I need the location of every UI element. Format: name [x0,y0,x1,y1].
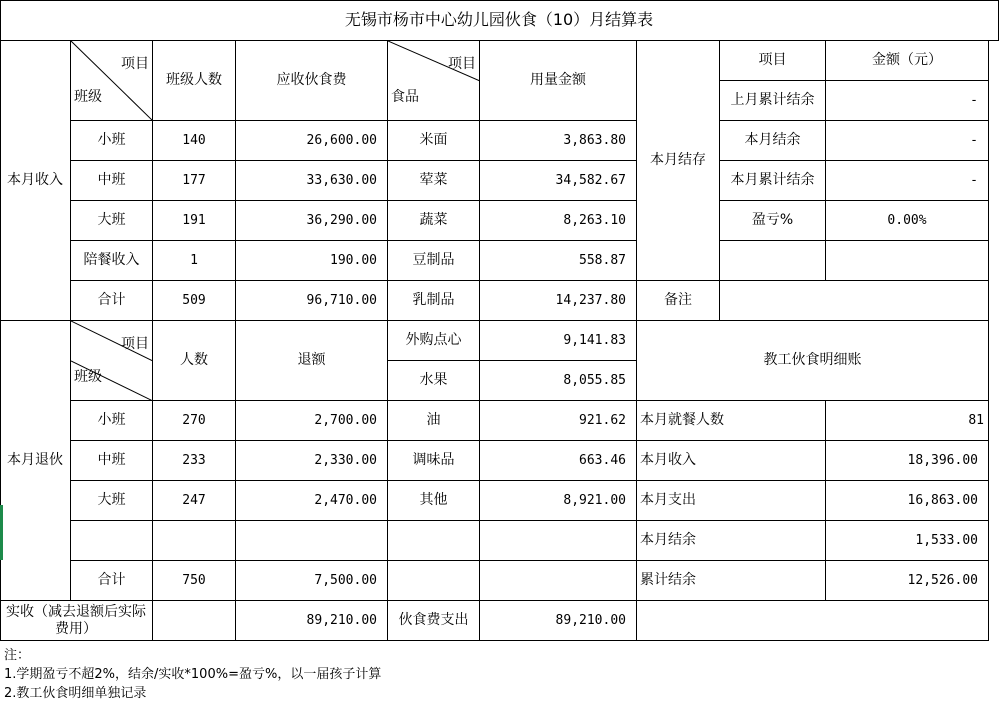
food-row-amount[interactable]: 558.87 [480,241,637,281]
refund-row-count[interactable]: 247 [153,481,236,521]
refund-total-name[interactable]: 合计 [71,561,153,601]
balance-empty-cell[interactable] [826,241,989,281]
income-row-fee[interactable]: 26,600.00 [236,121,388,161]
staff-empty-cell[interactable] [637,601,989,641]
note-line: 2.教工伙食明细单独记录 [4,686,147,701]
balance-row-value[interactable]: - [826,161,989,201]
note-line: 1.学期盈亏不超2%，结余/实收*100%=盈亏%，以一届孩子计算 [4,667,382,682]
refund-col-count[interactable]: 人数 [153,321,236,401]
refund-col-amount[interactable]: 退额 [236,321,388,401]
food-empty-cell[interactable] [480,521,637,561]
refund-empty-cell[interactable] [236,521,388,561]
balance-row-name[interactable]: 盈亏% [720,201,826,241]
food-row-amount[interactable]: 3,863.80 [480,121,637,161]
food-diagonal-header[interactable] [388,41,480,121]
refund-row-count[interactable]: 233 [153,441,236,481]
staff-title[interactable]: 教工伙食明细账 [637,321,989,401]
food-row-name[interactable]: 调味品 [388,441,480,481]
income-total-name[interactable]: 合计 [71,281,153,321]
refund-empty-cell[interactable] [153,521,236,561]
remark-label[interactable]: 备注 [637,281,720,321]
actual-empty-cell[interactable] [153,601,236,641]
food-row-amount[interactable]: 663.46 [480,441,637,481]
staff-row-name[interactable]: 本月就餐人数 [637,401,826,441]
income-row-name[interactable]: 陪餐收入 [71,241,153,281]
food-col-amount[interactable]: 用量金额 [480,41,637,121]
refund-empty-cell[interactable] [71,521,153,561]
staff-row-value[interactable]: 18,396.00 [826,441,989,481]
food-row-amount[interactable]: 9,141.83 [480,321,637,361]
refund-diagonal-header[interactable] [71,321,153,401]
food-row-amount[interactable]: 8,921.00 [480,481,637,521]
income-col-count[interactable]: 班级人数 [153,41,236,121]
balance-row-value[interactable]: - [826,81,989,121]
balance-row-name[interactable]: 本月累计结余 [720,161,826,201]
actual-label[interactable]: 实收（减去退额后实际费用） [0,601,153,641]
food-header-food: 食品 [391,89,419,105]
refund-row-name[interactable]: 中班 [71,441,153,481]
food-row-amount[interactable]: 34,582.67 [480,161,637,201]
refund-header-item: 项目 [121,336,149,352]
income-total-fee[interactable]: 96,710.00 [236,281,388,321]
food-row-name[interactable]: 油 [388,401,480,441]
balance-col-item[interactable]: 项目 [720,41,826,81]
refund-row-amount[interactable]: 2,470.00 [236,481,388,521]
refund-total-count[interactable]: 750 [153,561,236,601]
refund-row-name[interactable]: 小班 [71,401,153,441]
refund-row-name[interactable]: 大班 [71,481,153,521]
income-row-count[interactable]: 191 [153,201,236,241]
staff-row-name[interactable]: 本月收入 [637,441,826,481]
income-row-name[interactable]: 中班 [71,161,153,201]
food-row-amount[interactable]: 921.62 [480,401,637,441]
food-row-amount[interactable]: 8,263.10 [480,201,637,241]
income-row-count[interactable]: 1 [153,241,236,281]
balance-label[interactable]: 本月结存 [637,41,720,281]
income-header-class: 班级 [74,89,102,105]
refund-row-count[interactable]: 270 [153,401,236,441]
balance-col-amount[interactable]: 金额（元） [826,41,989,81]
income-header-item: 项目 [121,56,149,72]
food-expense-label[interactable]: 伙食费支出 [388,601,480,641]
staff-row-value[interactable]: 1,533.00 [826,521,989,561]
refund-header-class: 班级 [74,369,102,385]
balance-row-value[interactable]: 0.00% [826,201,989,241]
food-empty-cell[interactable] [388,521,480,561]
income-row-count[interactable]: 177 [153,161,236,201]
refund-total-amount[interactable]: 7,500.00 [236,561,388,601]
food-row-name[interactable]: 豆制品 [388,241,480,281]
staff-row-value[interactable]: 12,526.00 [826,561,989,601]
remark-value[interactable] [720,281,989,321]
income-row-fee[interactable]: 33,630.00 [236,161,388,201]
notes-heading: 注： [4,648,31,663]
refund-section-label[interactable]: 本月退伙 [0,321,71,601]
food-header-item: 项目 [448,56,476,72]
staff-row-name[interactable]: 本月支出 [637,481,826,521]
staff-row-value[interactable]: 81 [826,401,989,441]
income-section-label[interactable]: 本月收入 [0,41,71,321]
income-row-name[interactable]: 小班 [71,121,153,161]
food-empty-cell[interactable] [480,561,637,601]
actual-value[interactable]: 89,210.00 [236,601,388,641]
balance-empty-cell[interactable] [720,241,826,281]
food-row-name[interactable]: 蔬菜 [388,201,480,241]
refund-row-amount[interactable]: 2,700.00 [236,401,388,441]
food-row-name[interactable]: 外购点心 [388,321,480,361]
sheet-title[interactable]: 无锡市杨市中心幼儿园伙食（10）月结算表 [0,0,999,41]
food-row-name[interactable]: 其他 [388,481,480,521]
food-row-amount[interactable]: 14,237.80 [480,281,637,321]
food-row-name[interactable]: 米面 [388,121,480,161]
balance-row-name[interactable]: 上月累计结余 [720,81,826,121]
food-row-name[interactable]: 荤菜 [388,161,480,201]
staff-row-name[interactable]: 本月结余 [637,521,826,561]
income-row-fee[interactable]: 190.00 [236,241,388,281]
staff-row-value[interactable]: 16,863.00 [826,481,989,521]
income-row-fee[interactable]: 36,290.00 [236,201,388,241]
food-expense-value[interactable]: 89,210.00 [480,601,637,641]
balance-row-name[interactable]: 本月结余 [720,121,826,161]
food-empty-cell[interactable] [388,561,480,601]
income-row-name[interactable]: 大班 [71,201,153,241]
food-row-amount[interactable]: 8,055.85 [480,361,637,401]
food-row-name[interactable]: 水果 [388,361,480,401]
income-col-fee[interactable]: 应收伙食费 [236,41,388,121]
balance-row-value[interactable]: - [826,121,989,161]
food-row-name[interactable]: 乳制品 [388,281,480,321]
staff-row-name[interactable]: 累计结余 [637,561,826,601]
income-total-count[interactable]: 509 [153,281,236,321]
refund-row-amount[interactable]: 2,330.00 [236,441,388,481]
income-row-count[interactable]: 140 [153,121,236,161]
income-diagonal-header[interactable] [71,41,153,121]
